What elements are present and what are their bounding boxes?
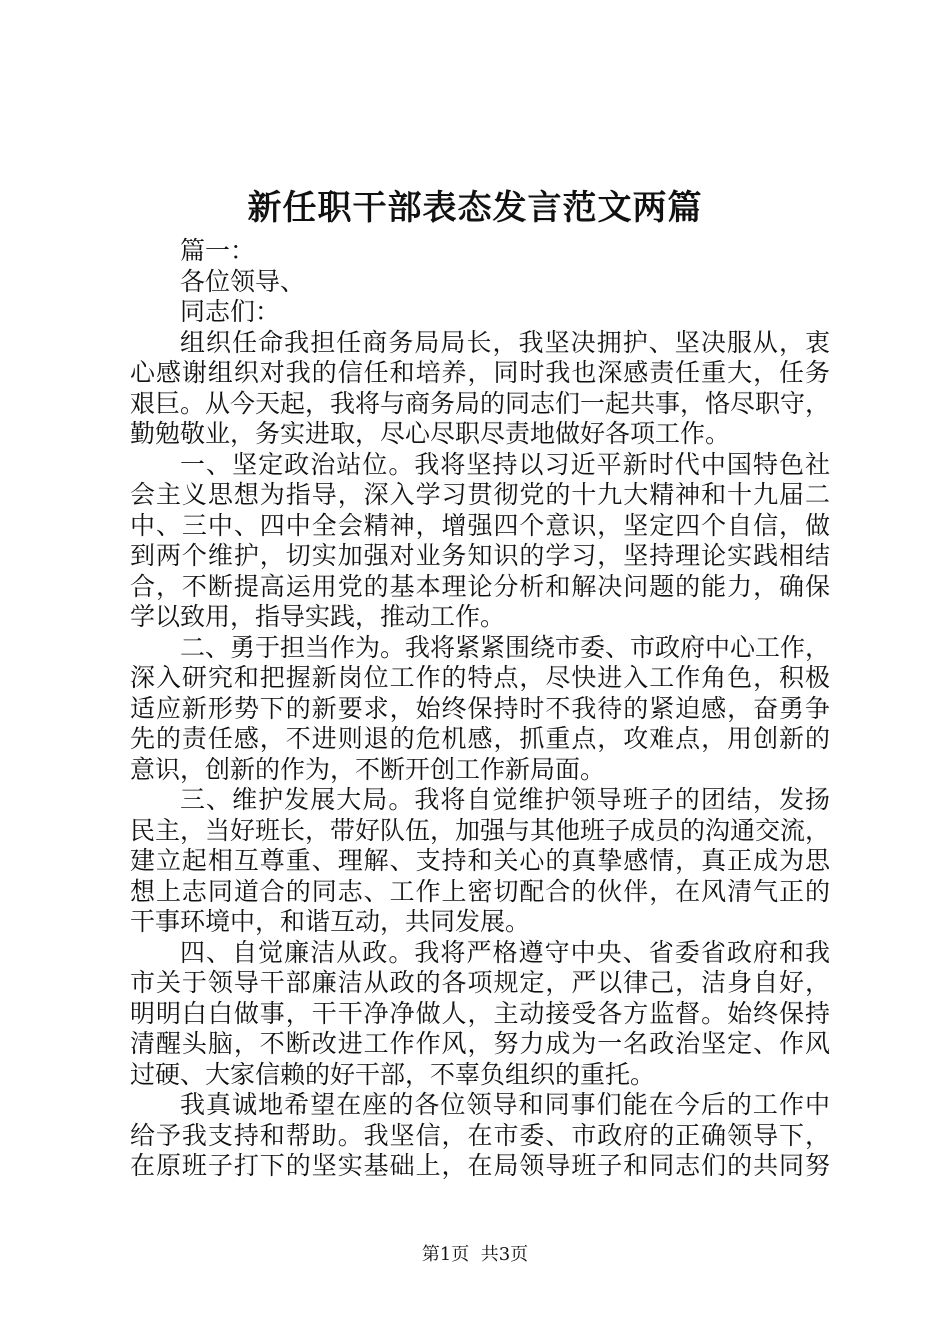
text-line: 民主，当好班长，带好队伍，加强与其他班子成员的沟通交流， xyxy=(130,815,831,845)
text-line: 一、坚定政治站位。我将坚持以习近平新时代中国特色社 xyxy=(180,449,830,479)
text-line: 清醒头脑，不断改进工作作风，努力成为一名政治坚定、作风 xyxy=(130,1029,830,1058)
text-line: 会主义思想为指导，深入学习贯彻党的十九大精神和十九届二 xyxy=(130,480,830,509)
text-line: 三、维护发展大局。我将自觉维护领导班子的团结，发扬 xyxy=(180,785,830,814)
page-footer: 第1页 共3页 xyxy=(421,1244,529,1265)
text-line: 篇一： xyxy=(180,236,256,265)
text-line: 二、勇于担当作为。我将紧紧围绕市委、市政府中心工作， xyxy=(180,632,831,662)
text-line: 深入研究和把握新岗位工作的特点，尽快进入工作角色，积极 xyxy=(130,663,830,692)
text-line: 想上志同道合的同志、工作上密切配合的伙伴，在风清气正的 xyxy=(130,876,830,906)
text-line: 心感谢组织对我的信任和培养，同时我也深感责任重大，任务 xyxy=(130,358,830,387)
text-line: 各位领导、 xyxy=(180,266,306,296)
document-title: 新任职干部表态发言范文两篇 xyxy=(247,188,703,228)
text-line: 在原班子打下的坚实基础上，在局领导班子和同志们的共同努 xyxy=(130,1151,830,1180)
text-line: 明明白白做事，干干净净做人，主动接受各方监督。始终保持 xyxy=(130,998,830,1028)
text-line: 中、三中、四中全会精神，增强四个意识，坚定四个自信，做 xyxy=(130,510,830,540)
text-line: 市关于领导干部廉洁从政的各项规定，严以律己，洁身自好， xyxy=(130,968,830,997)
text-line: 合，不断提高运用党的基本理论分析和解决问题的能力，确保 xyxy=(130,571,830,601)
text-line: 同志们： xyxy=(180,297,281,326)
text-line: 干事环境中，和谐互动，共同发展。 xyxy=(130,907,531,936)
text-line: 组织任命我担任商务局局长，我坚决拥护、坚决服从，衷 xyxy=(180,327,830,357)
document-body xyxy=(130,236,830,1182)
text-line: 适应新形势下的新要求，始终保持时不我待的紧迫感，奋勇争 xyxy=(130,693,830,723)
text-line: 建立起相互尊重、理解、支持和关心的真挚感情，真正成为思 xyxy=(130,846,830,875)
text-line: 艰巨。从今天起，我将与商务局的同志们一起共事，恪尽职守， xyxy=(130,388,831,418)
text-line: 意识，创新的作为，不断开创工作新局面。 xyxy=(130,754,606,784)
text-line: 到两个维护，切实加强对业务知识的学习，坚持理论实践相结 xyxy=(130,541,830,570)
text-line: 给予我支持和帮助。我坚信，在市委、市政府的正确领导下， xyxy=(130,1120,830,1150)
text-line: 四、自觉廉洁从政。我将严格遵守中央、省委省政府和我 xyxy=(180,937,830,967)
text-line: 先的责任感，不进则退的危机感，抓重点，攻难点，用创新的 xyxy=(130,724,830,753)
text-line: 过硬、大家信赖的好干部，不辜负组织的重托。 xyxy=(130,1059,656,1089)
text-line: 勤勉敬业，务实进取，尽心尽职尽责地做好各项工作。 xyxy=(130,419,731,448)
text-line: 我真诚地希望在座的各位领导和同事们能在今后的工作中 xyxy=(180,1090,830,1119)
text-line: 学以致用，指导实践，推动工作。 xyxy=(130,602,506,631)
